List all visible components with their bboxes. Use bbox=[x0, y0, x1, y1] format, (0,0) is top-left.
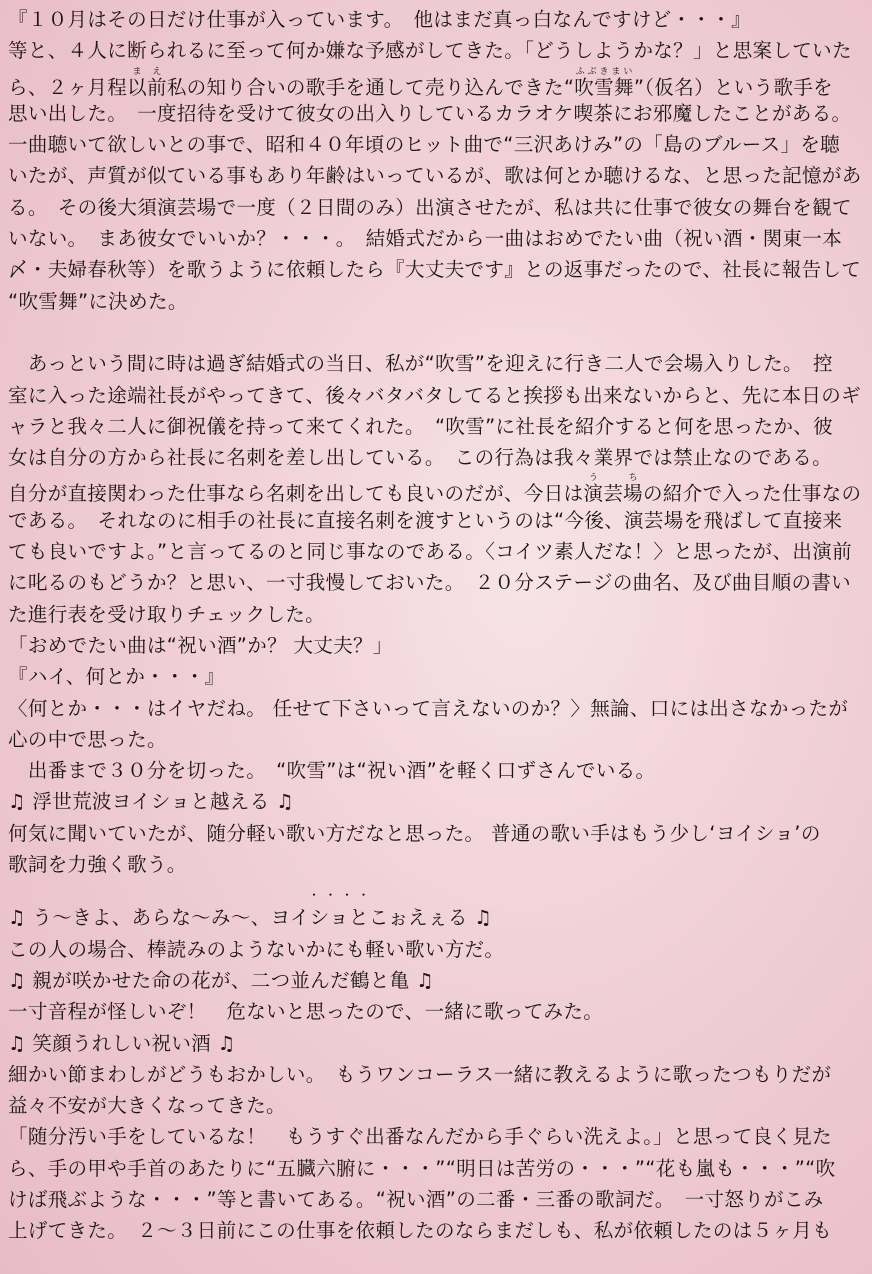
text-line: 思い出した。 一度招待を受けて彼女の出入りしているカラオケ喫茶にお邪魔したことがある。 bbox=[8, 101, 852, 125]
paragraph-1 bbox=[8, 4, 866, 317]
text-segment: ら、２ヶ月程 bbox=[8, 75, 128, 98]
text-line: 益々不安が大きくなってきた。 bbox=[8, 1094, 286, 1118]
text-line: た進行表を受け取りチェックした。 bbox=[8, 602, 326, 626]
text-segment: 自分が直接関わった仕事なら名刺を出しても良いのだが、今日は bbox=[8, 482, 584, 505]
text-line: である。 それなのに相手の社長に直接名刺を渡すというのは“今後、演芸場を飛ばして直接来 bbox=[8, 508, 843, 532]
text-line: に叱るのもどうか？と思い、一寸我慢しておいた。 ２０分ステージの曲名、及び曲目順の書い bbox=[8, 571, 852, 595]
text-line: 等と、４人に断られるに至って何か嫌な予感がしてきた。「どうしようかな？」と思案していた bbox=[8, 39, 852, 63]
ruby-base: 吹雪舞 bbox=[574, 75, 634, 98]
text-line: あっという間に時は過ぎ結婚式の当日、私が“吹雪”を迎えに行き二人で会場入りした。 控 bbox=[8, 352, 833, 376]
text-line: けば飛ぶような・・・”等と書いてある。“祝い酒”の二番・三番の歌詞だ。 一寸怒りがこみ bbox=[8, 1187, 824, 1211]
text-line: 女は自分の方から社長に名刺を差し出している。 この行為は我々業界では禁止なのである。 bbox=[8, 446, 832, 470]
text-segment: ”（仮名）という歌手を bbox=[633, 75, 834, 98]
text-line: いたが、声質が似ている事もあり年齢はいっているが、歌は何とか聴けるな、と思った記憶があ bbox=[8, 164, 862, 188]
text-line: 室に入った途端社長がやってきて、後々バタバタしてると挨拶も出来ないからと、先に本日のギ bbox=[8, 383, 861, 407]
ruby-reading: う ち bbox=[583, 473, 644, 484]
ruby-word bbox=[583, 473, 644, 505]
text-line: ら、手の甲や手首のあたりに“五臓六腑に・・・”“明日は苦労の・・・”“花も嵐も・・・”“吹 bbox=[8, 1156, 836, 1180]
text-line: 上げてきた。 ２～３日前にこの仕事を依頼したのならまだしも、私が依頼したのは５ヶ月も bbox=[8, 1219, 832, 1243]
ruby-reading: まえ bbox=[127, 66, 167, 77]
text-line: ♫ 親が咲かせた命の花が、二つ並んだ鶴と亀 ♫ bbox=[8, 968, 434, 992]
text-line: 「おめでたい曲は“祝い酒”か？ 大丈夫？」 bbox=[8, 633, 393, 657]
paragraph-gap bbox=[8, 317, 866, 348]
text-line: 一寸音程が怪しいぞ！ 危ないと思ったので、一緒に歌ってみた。 bbox=[8, 1000, 604, 1024]
text-line bbox=[8, 473, 866, 504]
text-line: 「随分汚い手をしているな！ もうすぐ出番なんだから手ぐらい洗えよ。」と思って良く見た bbox=[8, 1125, 832, 1149]
text-line: “吹雪舞”に決めた。 bbox=[8, 289, 188, 313]
text-line: 心の中で思った。 bbox=[8, 727, 167, 751]
text-line: 〆・夫婦春秋等）を歌うように依頼したら『大丈夫です』との返事だったので、社長に報告して bbox=[8, 258, 862, 282]
text-line: ♫ 笑顔うれしい祝い酒 ♫ bbox=[8, 1031, 236, 1055]
text-segment: 私の知り合いの歌手を通して売り込んできた“ bbox=[166, 75, 575, 98]
text-line: 『ハイ、何とか・・・』 bbox=[8, 665, 225, 689]
text-line: ♫ 浮世荒波ヨイショと越える ♫ bbox=[8, 790, 294, 814]
ruby-reading: ふぶきまい bbox=[574, 66, 634, 77]
text-line: この人の場合、棒読みのようないかにも軽い歌い方だ。 bbox=[8, 937, 505, 961]
paragraph-2 bbox=[8, 348, 866, 1246]
text-line: 細かい節まわしがどうもおかしい。 もうワンコーラス一緒に教えるように歌ったつもりだが bbox=[8, 1062, 832, 1086]
ruby-word bbox=[574, 66, 634, 98]
text-line: ♫ う～きよ、あらな～み～、ヨイショとこぉえぇる ♫ bbox=[8, 906, 493, 930]
text-segment: の紹介で入った仕事なの bbox=[643, 482, 862, 505]
text-line: 〈何とか・・・はイヤだね。 任せて下さいって言えないのか？〉無論、口には出さなかったが bbox=[8, 696, 849, 720]
text-line: 出番まで３０分を切った。 “吹雪”は“祝い酒”を軽く口ずさんでいる。 bbox=[8, 759, 656, 783]
ruby-word bbox=[127, 66, 167, 98]
text-line: 何気に聞いていたが、随分軽い歌い方だなと思った。 普通の歌い手はもう少し‘ヨイショ’の bbox=[8, 821, 821, 845]
text-line: る。 その後大須演芸場で一度（２日間のみ）出演させたが、私は共に仕事で彼女の舞台を観て bbox=[8, 195, 852, 219]
text-line: ても良いですよ。”と言ってるのと同じ事なのである。〈コイツ素人だな！〉と思ったが、出演前 bbox=[8, 540, 852, 564]
text-line: 一曲聴いて欲しいとの事で、昭和４０年頃のヒット曲で“三沢あけみ”の「島のブルース」を聴 bbox=[8, 133, 841, 157]
ruby-base: 以前 bbox=[127, 75, 167, 98]
text-line: 歌詞を力強く歌う。 bbox=[8, 853, 187, 877]
emphasis-dots: ・ ・ ・ ・ bbox=[308, 888, 370, 903]
text-line bbox=[8, 67, 866, 98]
text-line: ャラと我々二人に御祝儀を持って来てくれた。 “吹雪”に社長を紹介すると何を思ったか、彼 bbox=[8, 414, 834, 438]
text-line: いない。 まあ彼女でいいか？・・・。 結婚式だから一曲はおめでたい曲（祝い酒・関東一本 bbox=[8, 227, 843, 251]
ruby-base: 演芸場 bbox=[583, 482, 644, 505]
text-line: 『１０月はその日だけ仕事が入っています。 他はまだ真っ白なんですけど・・・』 bbox=[8, 8, 751, 31]
